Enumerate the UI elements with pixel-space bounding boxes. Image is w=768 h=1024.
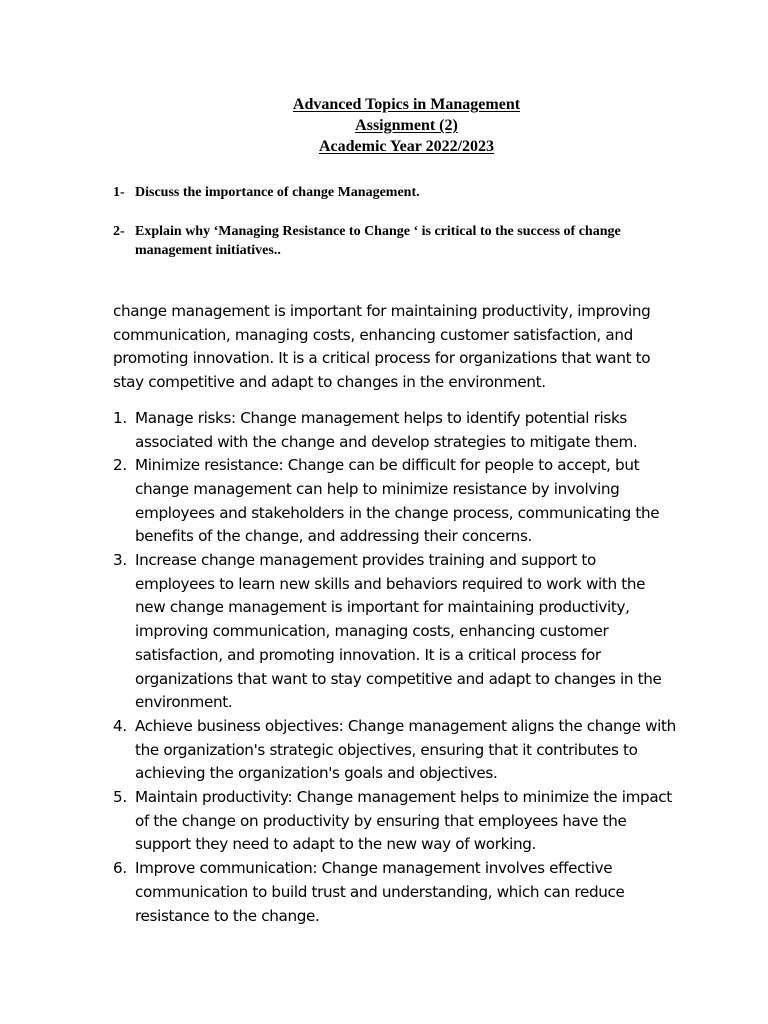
numbered-list (113, 407, 679, 928)
list-item-number: 2. (113, 456, 127, 475)
list-item (113, 454, 679, 549)
academic-year: Academic Year 2022/2023 (318, 138, 495, 155)
questions-list (113, 183, 673, 260)
list-item (113, 407, 679, 454)
list-item-text: Manage risks: Change management helps to identify potential risks associated with the change and develop strategies to mitigate them. (135, 408, 638, 451)
list-item-text: Maintain productivity: Change management helps to minimize the impact of the change on productivity by ensuring that employees have the support they need to adapt to the new way of working. (135, 788, 672, 854)
list-item (113, 857, 679, 928)
list-item (113, 549, 679, 715)
question-text: Explain why ‘Managing Resistance to Change ‘ is critical to the success of change management initiatives.. (135, 224, 621, 258)
question-item (113, 222, 673, 260)
list-item-text: Improve communication: Change management involves effective communication to build trust and understanding, which can reduce resistance to the change. (135, 859, 625, 925)
question-item (113, 183, 673, 202)
document-header (0, 94, 768, 157)
question-number: 1- (113, 185, 125, 200)
list-item-number: 4. (113, 716, 127, 735)
list-item-text: Increase change management provides training and support to employees to learn new skills and behaviors required to work with the new change management is important for maintaining productivity, improving communication, managing costs, enhancing customer satisfaction, and promoting innovation. It is a critical process for organizations that want to stay competitive and adapt to changes in the environment. (135, 551, 662, 712)
list-item-number: 6. (113, 859, 127, 878)
assignment-title: Assignment (2) (355, 117, 458, 134)
question-number: 2- (113, 224, 125, 239)
question-text: Discuss the importance of change Management. (135, 185, 420, 200)
list-item-number: 1. (113, 408, 127, 427)
course-title: Advanced Topics in Management (292, 96, 521, 113)
list-item-number: 3. (113, 551, 127, 570)
list-item-number: 5. (113, 788, 127, 807)
list-item-text: Minimize resistance: Change can be difficult for people to accept, but change management can help to minimize resistance by involving employees and stakeholders in the change process, communicating the benefits of the change, and addressing their concerns. (135, 456, 660, 546)
list-item (113, 715, 679, 786)
list-item-text: Achieve business objectives: Change management aligns the change with the organization's strategic objectives, ensuring that it contributes to achieving the organization's goals and objectives. (135, 716, 676, 783)
list-item (113, 786, 679, 857)
intro-paragraph: change management is important for maintaining productivity, improving communication, managing costs, enhancing customer satisfaction, and promoting innovation. It is a critical process for organizations that want to stay competitive and adapt to changes in the environment. (113, 302, 651, 392)
answer-body (113, 300, 679, 928)
